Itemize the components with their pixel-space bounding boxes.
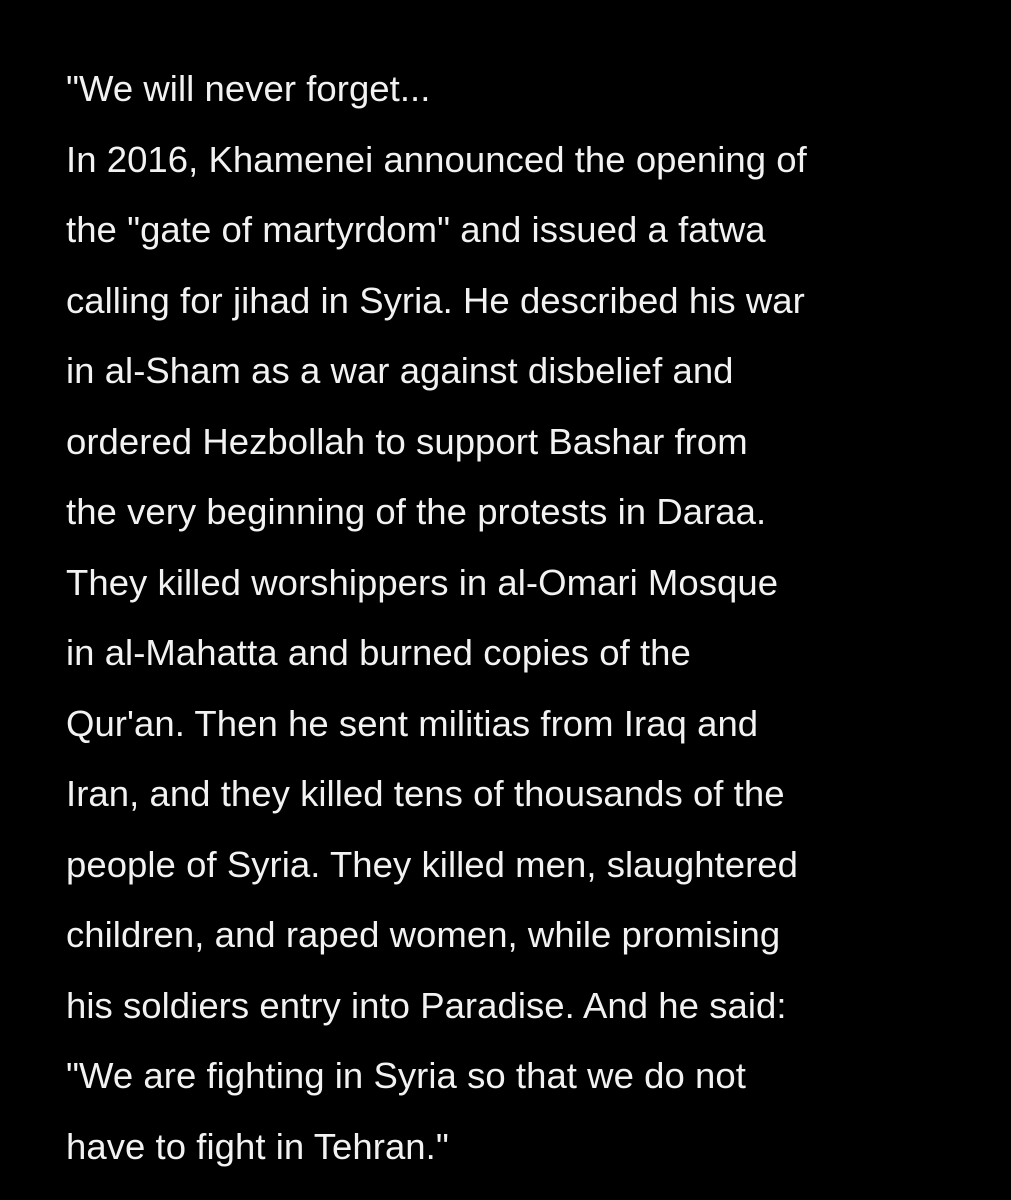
note-line: Qur'an. Then he sent militias from Iraq and — [66, 702, 759, 744]
note-line: They killed worshippers in al-Omari Mosque — [66, 561, 779, 603]
note-line: children, and raped women, while promising — [66, 914, 781, 955]
note-line: have to fight in Tehran." — [66, 1125, 449, 1167]
note-line: Iran, and they killed tens of thousands of the — [66, 773, 785, 814]
note-line: people of Syria. They killed men, slaughtered — [66, 843, 798, 885]
note-line: "We will never forget... — [66, 68, 431, 109]
note-line: the very beginning of the protests in Daraa. — [66, 491, 767, 532]
note-line: "We are fighting in Syria so that we do not — [66, 1055, 746, 1096]
note-line: in al-Mahatta and burned copies of the — [66, 632, 691, 673]
note-line: his soldiers entry into Paradise. And he said: — [66, 984, 787, 1026]
note-line: the "gate of martyrdom" and issued a fatwa — [66, 209, 766, 250]
note-line: ordered Hezbollah to support Bashar from — [66, 420, 748, 462]
note-line: In 2016, Khamenei announced the opening of — [66, 138, 807, 180]
note-line: calling for jihad in Syria. He described his war — [66, 279, 805, 321]
note-line: in al-Sham as a war against disbelief and — [66, 350, 734, 391]
